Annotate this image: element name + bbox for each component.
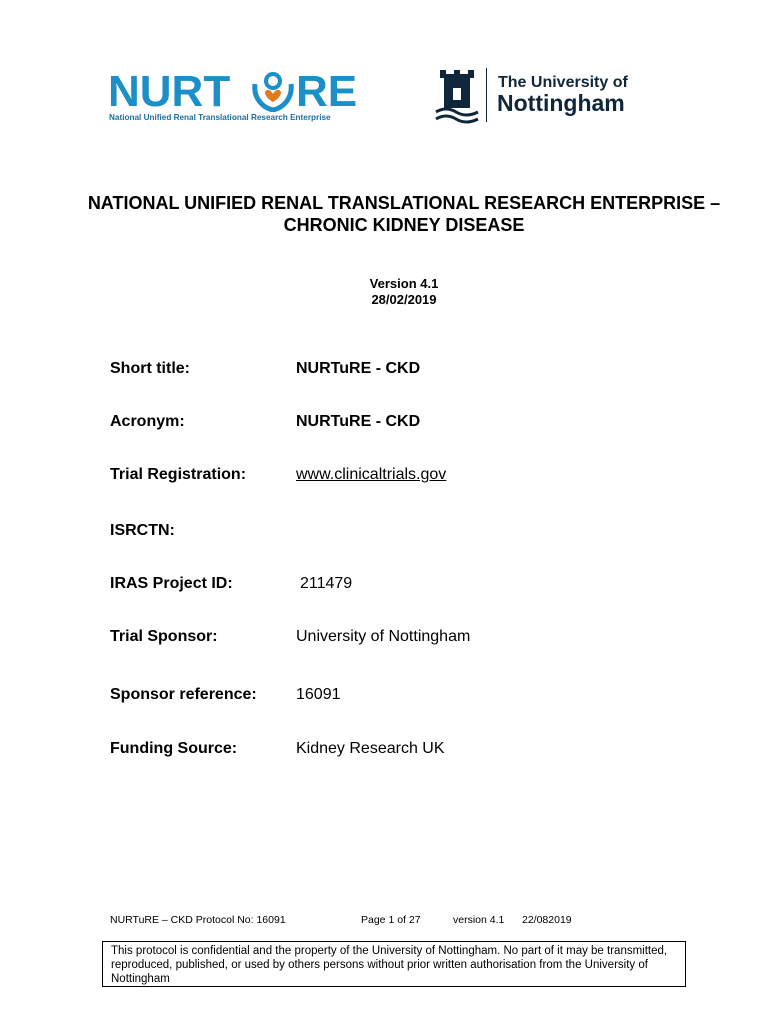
funding-value: Kidney Research UK: [296, 740, 445, 757]
trial-registration-label: Trial Registration:: [110, 466, 247, 483]
acronym-value: NURTuRE - CKD: [296, 413, 421, 430]
version-label: Version 4.1: [369, 276, 439, 291]
svg-text:RE: RE: [296, 67, 358, 112]
nurture-logo: [108, 66, 370, 128]
isrctn-label: ISRCTN:: [110, 522, 175, 539]
logo-divider: [486, 68, 487, 122]
iras-label: IRAS Project ID:: [110, 575, 233, 592]
footer-page: Page 1 of 27: [361, 914, 421, 926]
sponsor-reference-label: Sponsor reference:: [110, 686, 257, 703]
footer-date: 22/082019: [522, 914, 572, 926]
confidentiality-notice: This protocol is confidential and the property of the University of Nottingham. No part of it may be transmitted, reproduced, published, or used by others persons without prior written authorisation from the University of Nottingham: [102, 941, 686, 987]
footer-version: version 4.1: [453, 914, 505, 926]
university-name-line2: Nottingham: [497, 90, 625, 116]
nurture-tagline: National Unified Renal Translational Research Enterprise: [109, 113, 331, 122]
university-name-line1: The University of: [498, 74, 628, 91]
nurture-wordmark: [108, 66, 370, 112]
funding-label: Funding Source:: [110, 740, 238, 757]
short-title-label: Short title:: [110, 360, 190, 377]
footer-protocol: NURTuRE – CKD Protocol No: 16091: [110, 914, 286, 926]
document-title: NATIONAL UNIFIED RENAL TRANSLATIONAL RESEARCH ENTERPRISE – CHRONIC KIDNEY DISEASE: [87, 193, 721, 235]
trial-registration-link[interactable]: www.clinicaltrials.gov: [296, 466, 447, 483]
version-block: [60, 276, 748, 308]
sponsor-label: Trial Sponsor:: [110, 628, 218, 645]
castle-crest-icon: [434, 68, 482, 124]
sponsor-value: University of Nottingham: [296, 628, 471, 645]
iras-value: 211479: [300, 575, 353, 592]
short-title-value: NURTuRE - CKD: [296, 360, 421, 377]
svg-text:NURT: NURT: [108, 67, 231, 112]
hands-heart-icon: [255, 74, 292, 110]
acronym-label: Acronym:: [110, 413, 185, 430]
sponsor-reference-value: 16091: [296, 686, 341, 703]
version-date: 28/02/2019: [371, 292, 437, 307]
university-logo: [434, 66, 644, 126]
